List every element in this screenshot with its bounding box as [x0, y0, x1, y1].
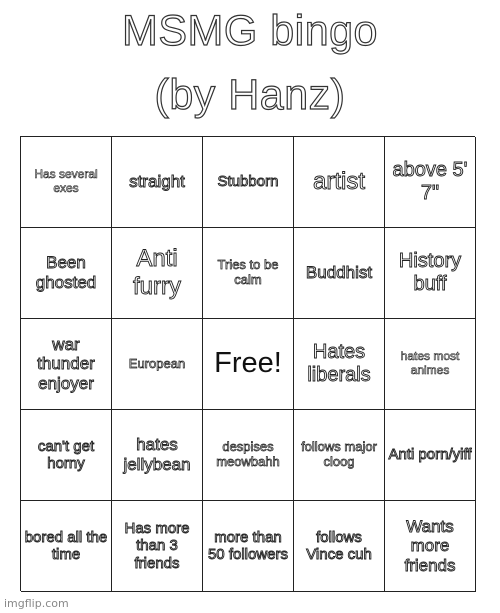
bingo-cell[interactable] — [112, 228, 203, 319]
bingo-cell[interactable] — [112, 410, 203, 501]
bingo-cell[interactable] — [203, 410, 294, 501]
cell-text: History buff — [398, 250, 462, 295]
bingo-title: MSMG bingo — [122, 7, 378, 55]
bingo-cell[interactable] — [203, 137, 294, 228]
cell-text: more than 50 followers — [207, 528, 289, 563]
cell-text: follows Vince cuh — [306, 528, 372, 563]
bingo-cell[interactable] — [385, 228, 476, 319]
cell-text: Been ghosted — [35, 253, 97, 292]
cell-text: follows major cloog — [301, 439, 377, 469]
bingo-cell[interactable] — [21, 501, 112, 592]
cell-text: hates most animes — [400, 349, 460, 377]
cell-text: Anti porn/yiff — [388, 446, 472, 464]
bingo-cell[interactable] — [112, 319, 203, 410]
cell-text: Anti furry — [133, 245, 181, 300]
cell-text: Free! — [214, 347, 282, 380]
cell-text: Has more than 3 friends — [124, 520, 190, 572]
cell-text: Stubborn — [217, 173, 279, 191]
bingo-cell[interactable] — [294, 137, 385, 228]
cell-text: European — [128, 355, 186, 371]
bingo-cell[interactable] — [385, 501, 476, 592]
bingo-cell[interactable] — [203, 228, 294, 319]
bingo-cell[interactable] — [385, 319, 476, 410]
bingo-cell[interactable] — [112, 501, 203, 592]
cell-text: Wants more friends — [404, 516, 456, 575]
bingo-cell[interactable] — [203, 501, 294, 592]
bingo-cell[interactable] — [294, 501, 385, 592]
watermark: imgflip.com — [4, 597, 69, 610]
cell-text: artist — [312, 168, 365, 196]
bingo-cell[interactable] — [294, 410, 385, 501]
cell-text: Tries to be calm — [217, 257, 279, 287]
cell-text: despises meowbahh — [216, 439, 280, 469]
cell-text: Hates liberals — [307, 341, 371, 386]
bingo-cell[interactable] — [21, 228, 112, 319]
bingo-cell[interactable] — [21, 410, 112, 501]
cell-text: war thunder enjoyer — [37, 334, 95, 393]
bingo-grid — [20, 136, 475, 591]
bingo-cell[interactable] — [294, 319, 385, 410]
cell-text: can't get horny — [37, 437, 95, 472]
cell-text: above 5' 7" — [392, 159, 468, 204]
cell-text: Buddhist — [305, 263, 373, 283]
cell-text: straight — [129, 172, 185, 192]
bingo-cell[interactable] — [112, 137, 203, 228]
bingo-cell[interactable] — [294, 228, 385, 319]
cell-text: hates jellybean — [123, 435, 191, 474]
bingo-cell[interactable] — [385, 137, 476, 228]
bingo-cell[interactable] — [21, 137, 112, 228]
bingo-cell[interactable] — [21, 319, 112, 410]
cell-text: Has several exes — [34, 167, 98, 195]
bingo-free-cell[interactable] — [203, 319, 294, 410]
cell-text: bored all the time — [24, 528, 108, 563]
bingo-subtitle: (by Hanz) — [154, 71, 346, 119]
bingo-cell[interactable] — [385, 410, 476, 501]
